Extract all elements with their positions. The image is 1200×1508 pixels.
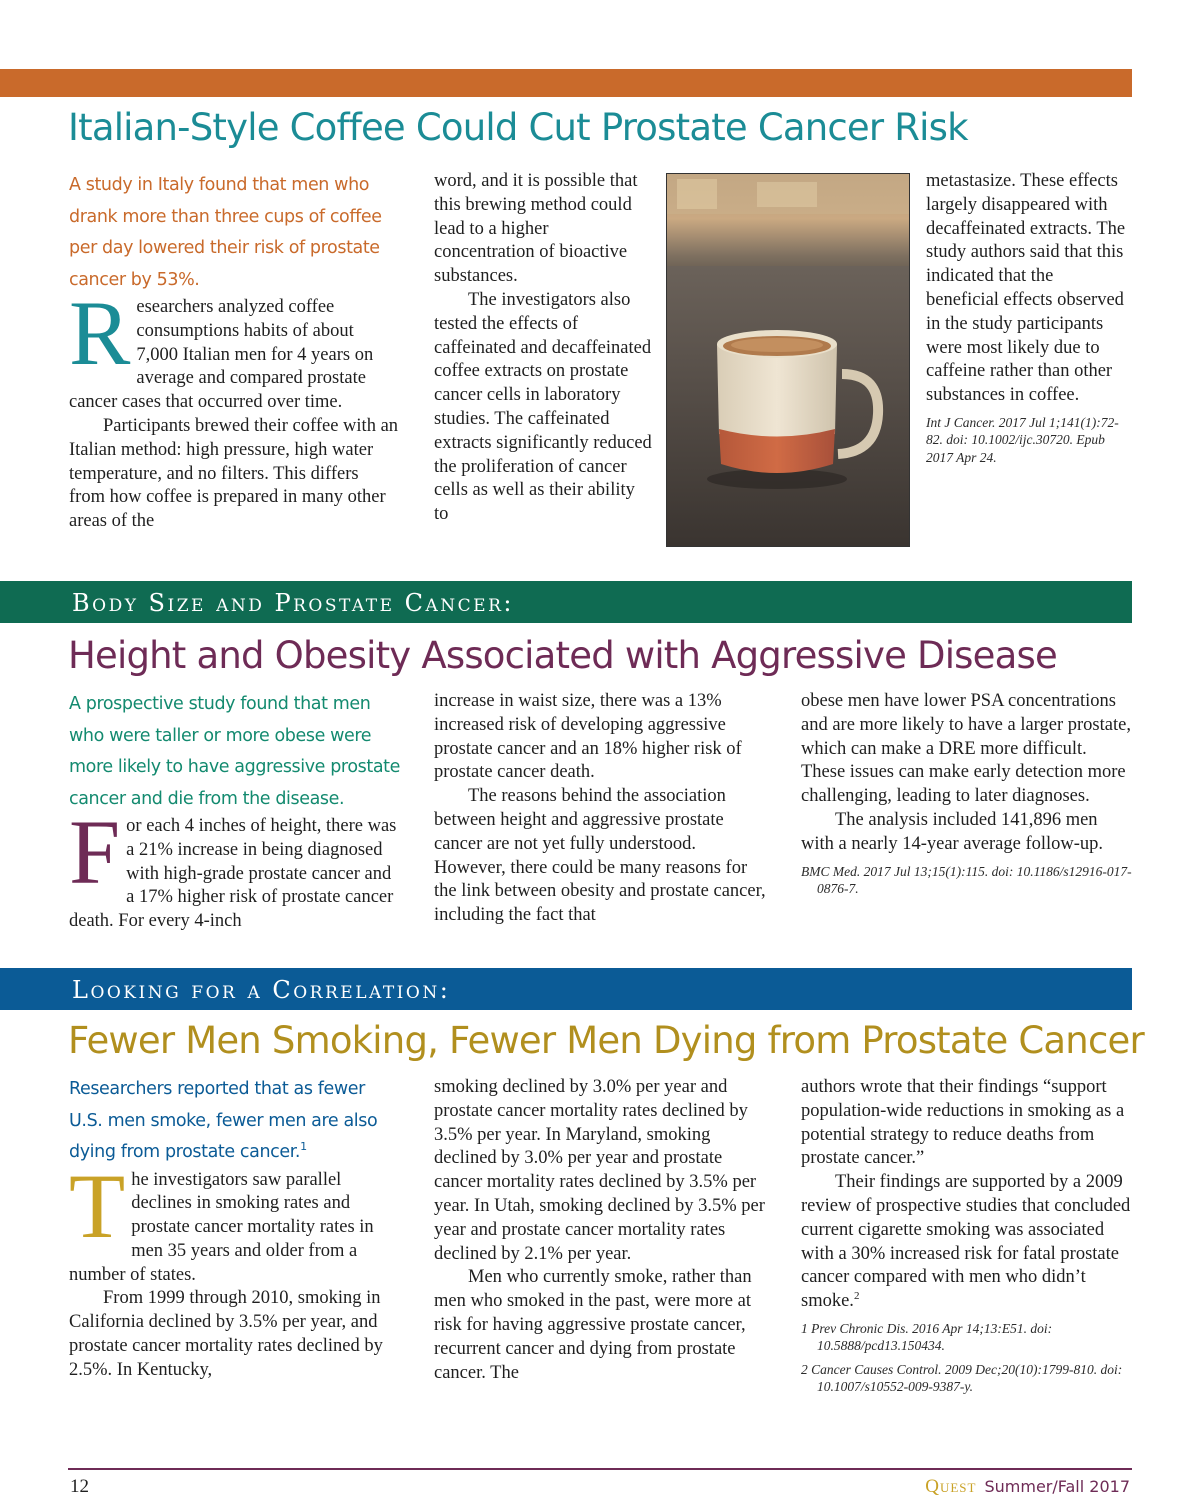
- height-lead: A prospective study found that men who were taller or more obese were more likely to have aggressive prostate cancer and die from the disease.: [69, 694, 400, 809]
- footer-rule: [68, 1468, 1132, 1470]
- coffee-lead: A study in Italy found that men who drank more than three cups of coffee per day lowered their risk of prostate cancer by 53%.: [69, 175, 382, 290]
- drop-cap-t: T: [69, 1154, 126, 1257]
- magazine-name: Quest: [925, 1476, 977, 1497]
- smoking-paragraph-3: smoking declined by 3.0% per year and prostate cancer mortality rates declined by 3.5% per year. In Maryland, smoking declined by 3.0% per year and prostate cancer mortality rates declined by 3.5% per year. In Utah, smoking declined by 3.5% per year and prostate cancer mortality rates declined by 2.1% per year.: [434, 1077, 765, 1264]
- height-column-3: [801, 690, 1133, 898]
- height-paragraph-1: For each 4 inches of height, there was a 21% increase in being diagnosed with high-grade prostate cancer and a 17% higher risk of prostate cancer death. For every 4-inch: [69, 801, 397, 932]
- coffee-paragraph-3: word, and it is possible that this brewing method could lead to a higher concentration of bioactive substances.: [434, 171, 638, 287]
- smoking-paragraph-4: Men who currently smoke, rather than men who smoked in the past, were more at risk for having aggressive prostate cancer, recurrent cancer and dying from prostate cancer. The: [434, 1267, 752, 1383]
- smoking-headline: Fewer Men Smoking, Fewer Men Dying from Prostate Cancer: [68, 1019, 1144, 1062]
- smoking-column-2: [434, 1076, 766, 1385]
- correlation-kicker: Looking for a Correlation:: [72, 976, 451, 1004]
- top-color-bar: [0, 69, 1132, 97]
- footnote-2-marker: 2: [853, 1290, 860, 1303]
- coffee-column-3: [926, 170, 1126, 466]
- page-number: 12: [70, 1476, 89, 1497]
- height-paragraph-3: The reasons behind the association between height and aggressive prostate cancer are not yet fully understood. However, there could be many reasons for the link between obesity and prostate cancer, including the fact that: [434, 786, 766, 926]
- smoking-column-1: [69, 1074, 401, 1383]
- coffee-headline: Italian-Style Coffee Could Cut Prostate Cancer Risk: [68, 106, 968, 149]
- smoking-column-3: [801, 1076, 1133, 1396]
- smoking-citation-2: 2 Cancer Causes Control. 2009 Dec;20(10):1799-810. doi: 10.1007/s10552-009-9387-y.: [801, 1361, 1123, 1395]
- coffee-paragraph-1: Researchers analyzed coffee consumptions habits of about 7,000 Italian men for 4 years on average and compared prostate cancer cases that occurred over time.: [69, 282, 374, 413]
- coffee-paragraph-5: metastasize. These effects largely disappeared with decaffeinated extracts. The study authors said that this indicated that the beneficial effects observed in the study participants were most likely due to caffeine rather than other substances in coffee.: [926, 171, 1126, 406]
- coffee-cup-photo: [666, 173, 910, 547]
- smoking-paragraph-2: From 1999 through 2010, smoking in California declined by 3.5% per year, and prostate cancer mortality rates declined by 2.5%. In Kentucky,: [69, 1288, 383, 1380]
- coffee-citation: Int J Cancer. 2017 Jul 1;141(1):72-82. doi: 10.1002/ijc.30720. Epub 2017 Apr 24.: [926, 414, 1119, 465]
- footer-masthead: [925, 1476, 1130, 1498]
- smoking-lead: Researchers reported that as fewer U.S. men smoke, fewer men are also dying from prostate cancer.$^1$: [69, 1079, 378, 1162]
- coffee-column-2: [434, 170, 652, 527]
- issue-date: Summer/Fall 2017: [984, 1477, 1130, 1496]
- coffee-column-1: [69, 170, 399, 534]
- height-column-1: [69, 689, 401, 934]
- height-paragraph-4: obese men have lower PSA concentrations and are more likely to have a larger prostate, which can make a DRE more difficult. These issues can make early detection more challenging, leading to later diagnoses.: [801, 691, 1131, 807]
- height-citation: BMC Med. 2017 Jul 13;15(1):115. doi: 10.1186/s12916-017-0876-7.: [801, 863, 1132, 897]
- height-paragraph-2: increase in waist size, there was a 13% increased risk of developing aggressive prostate cancer and an 18% higher risk of prostate cancer death.: [434, 691, 742, 783]
- footnote-1-marker: 1: [300, 1140, 307, 1154]
- drop-cap-f: F: [69, 801, 121, 903]
- coffee-paragraph-4: The investigators also tested the effects of caffeinated and decaffeinated coffee extracts on prostate cancer cells in laboratory studies. The caffeinated extracts significantly reduced the proliferation of cancer cells as well as their ability to: [434, 289, 652, 525]
- height-column-2: [434, 690, 766, 928]
- smoking-paragraph-5: authors wrote that their findings “support population-wide reductions in smoking as a potential strategy to reduce deaths from prostate cancer.”: [801, 1077, 1125, 1169]
- height-paragraph-5: The analysis included 141,896 men with a nearly 14-year average follow-up.: [801, 809, 1104, 854]
- smoking-paragraph-1: The investigators saw parallel declines in smoking rates and prostate cancer mortality rates in men 35 years and older from a number of states.: [69, 1154, 374, 1285]
- drop-cap-r: R: [69, 282, 131, 384]
- smoking-citation-1: 1 Prev Chronic Dis. 2016 Apr 14;13:E51. doi: 10.5888/pcd13.150434.: [801, 1320, 1053, 1354]
- height-obesity-headline: Height and Obesity Associated with Aggressive Disease: [68, 634, 1057, 677]
- coffee-paragraph-2: Participants brewed their coffee with an Italian method: high pressure, high water temperature, and no filters. This differs from how coffee is prepared in many other areas of the: [69, 415, 399, 532]
- smoking-paragraph-6: Their findings are supported by a 2009 review of prospective studies that concluded current cigarette smoking was associated with a 30% increased risk for fatal prostate cancer compared with men who didn’t smoke.$^2$: [801, 1172, 1131, 1312]
- body-size-kicker: Body Size and Prostate Cancer:: [72, 589, 514, 617]
